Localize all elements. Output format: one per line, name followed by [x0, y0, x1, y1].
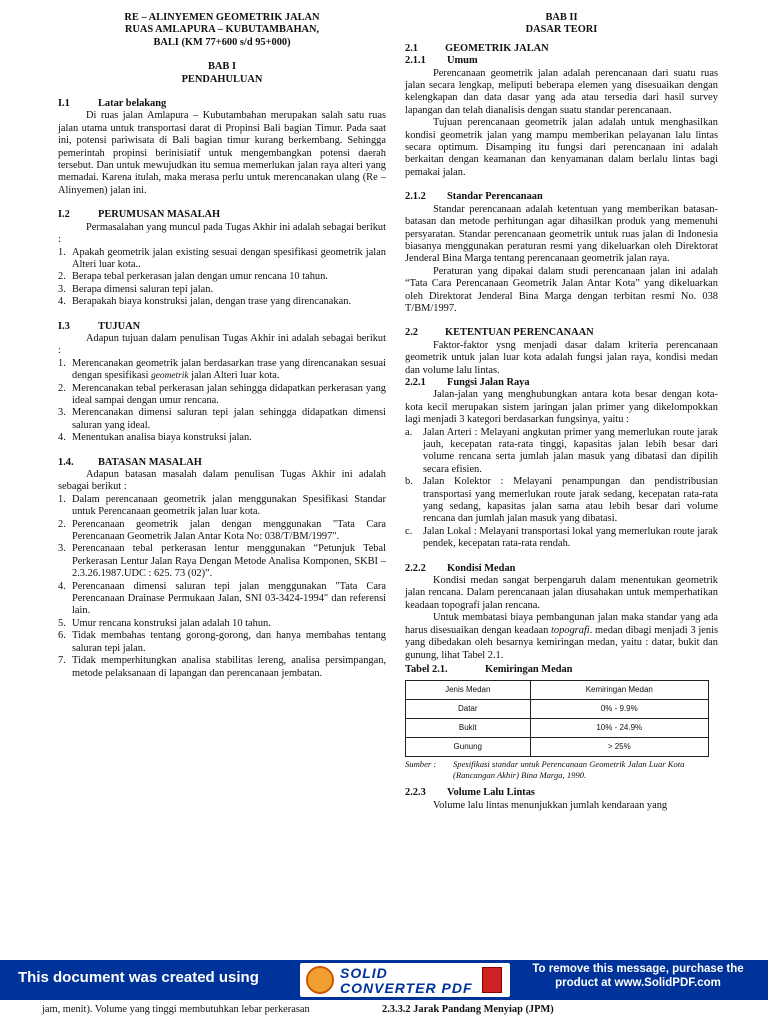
- paragraph: Tujuan perencanaan geometrik jalan adalah untuk menghasilkan kondisi geometrik jalan yang mampu memberikan pelayanan lalu lintas secara optimum. Disamping itu fungsi dari perencanaan ini adalah berkaitan dengan keamanan dan kenyamanan dalam berlalu lintas bagi pemakai jalan.: [405, 117, 718, 178]
- next-page-right-heading: 2.3.3.2 Jarak Pandang Menyiap (JPM): [382, 1004, 554, 1015]
- table-cell: > 25%: [530, 738, 708, 757]
- solid-logo-icon: [306, 966, 334, 994]
- document-title-line-2: RUAS AMLAPURA – KUBUTAMBAHAN,: [124, 24, 320, 36]
- section-heading: 2.1 GEOMETRIK JALAN: [405, 42, 549, 54]
- left-column: [58, 12, 386, 680]
- list-item: 4. Perencanaan dimensi saluran tepi jalan menggunakan "Tata Cara Perencanaan Drainase Permukaan Jalan, SNI 03-3424-1994" dan referensi lain.: [58, 580, 386, 617]
- section-heading: I.2 PERUMUSAN MASALAH: [58, 209, 221, 221]
- table-row: [406, 719, 709, 738]
- document-title-line-1: RE – ALINYEMEN GEOMETRIK JALAN: [124, 12, 320, 23]
- paragraph: Standar perencanaan adalah ketentuan yang memberikan batasan-batasan dan metode perhitungan agar dihasilkan produk yang memenuhi persyaratan. Standar perencanaan geometrik untuk ruas jalan di Indonesia biasanya menggunakan peraturan resmi yang dikeluarkan oleh Direktorat Jenderal Bina Marga tentang perencanaan geometrik jalan raya.: [405, 203, 718, 265]
- purchase-link: product at www.SolidPDF.com: [555, 977, 721, 989]
- logo-text-line-2: CONVERTER PDF: [340, 980, 473, 996]
- list-item: a. Jalan Arteri : Melayani angkutan primer yang memerlukan route jarak jauh, kecepatan rata-rata tinggi, kapasitas jalan lebih besar dari volume rencana serta jumlah jalan masuk yang dibatasi dan dipilih secara efisien.: [405, 426, 718, 475]
- table-cell: 10% - 24.9%: [530, 719, 708, 738]
- paragraph: Faktor-faktor ysng menjadi dasar dalam kriteria perencanaan geometrik untuk jalan luar kota adalah fungsi jalan raya, kondisi medan dan volume lalu lintas.: [405, 339, 718, 376]
- list-item: 1. Merencanakan geometrik jalan berdasarkan trase yang direncanakan sesuai dengan spesifikasi geometrik jalan Alteri luar kota.: [58, 357, 386, 382]
- subsection-heading: 2.1.2 Standar Perencanaan: [405, 191, 543, 203]
- list-item: 3. Merencanakan dimensi saluran tepi jalan sehingga didapatkan dimensi saluran yang ideal.: [58, 407, 386, 431]
- numbered-list: [58, 358, 386, 445]
- list-item: 3. Berapa dimensi saluran tepi jalan.: [58, 283, 214, 295]
- subsection-heading: 2.1.1 Umum: [405, 55, 478, 67]
- section-heading: 2.2 KETENTUAN PERENCANAAN: [405, 327, 594, 339]
- list-item: 5. Umur rencana konstruksi jalan adalah 10 tahun.: [58, 617, 271, 629]
- slope-table: [405, 680, 709, 757]
- list-item: 3. Perencanaan tebal perkerasan lentur menggunakan “Petunjuk Tebal Perkerasan Lentur Jalan Raya Dengan Metode Analisa Komponen, SKBI – 2.3.26.1987.UDC : 625. 73 (02)”.: [58, 543, 386, 580]
- list-item: 4. Menentukan analisa biaya konstruksi jalan.: [58, 432, 252, 444]
- table-header-cell: Kemiringan Medan: [530, 681, 708, 700]
- section-heading: 1.4. BATASAN MASALAH: [58, 456, 202, 468]
- section-heading: I.1 Latar belakang: [58, 98, 167, 110]
- list-item: 2. Perencanaan geometrik jalan dengan menggunakan "Tata Cara Perencanaan Geometrik Jalan Antar Kota No: 038/T/BM/1997".: [58, 518, 386, 543]
- right-column: [405, 12, 718, 812]
- banner-text: This document was created using: [18, 969, 259, 986]
- paragraph: Perencanaan geometrik jalan adalah perencanaan dari suatu ruas jalan secara lengkap, meliputi beberapa elemen yang disesuaikan dengan kelengkapan dan data dasar yang ada atau tersedia dari hasil survey lapangan dan telah dianalisis dengan suatu standar perencanaan.: [405, 67, 718, 116]
- chapter-1-title: PENDAHULUAN: [181, 73, 263, 85]
- list-item: 1. Apakah geometrik jalan existing sesuai dengan spesifikasi geometrik jalan Alteri luar kota..: [58, 246, 386, 270]
- list-item: 6. Tidak membahas tentang gorong-gorong, dan hanya membahas tentang saluran tepi jalan.: [58, 630, 386, 654]
- table-cell: 0% - 9.9%: [530, 700, 708, 719]
- paragraph: Adapun batasan masalah dalam penulisan Tugas Akhir ini adalah sebagai berikut :: [58, 469, 386, 493]
- table-cell: Bukit: [406, 719, 531, 738]
- list-item: b. Jalan Kolektor : Melayani penampungan dan pendistribusian transportasi yang memerlukan route jarak sedang, kecepatan rata-rata yang sedang, kapasitas jalan sama atau lebih besar dari volume rencana dan jumlah jalan masuk yang dibatasi.: [405, 476, 718, 525]
- document-title-line-3: BALI (KM 77+600 s/d 95+000): [153, 36, 291, 48]
- chapter-2-title: DASAR TEORI: [525, 24, 598, 36]
- purchase-line-1: To remove this message, purchase the: [532, 963, 744, 975]
- subsection-heading: 2.2.2 Kondisi Medan: [405, 562, 516, 574]
- list-item: 2. Berapa tebal perkerasan jalan dengan umur rencana 10 tahun.: [58, 271, 328, 283]
- paragraph: Jalan-jalan yang menghubungkan antara kota besar dengan kota-kota kecil merupakan sistem jaringan jalan primer yang dikelompokkan lagi menjadi 3 kategori berdasarkan fungsinya, yaitu :: [405, 389, 718, 426]
- list-item: 7. Tidak memperhitungkan analisa stabilitas lereng, analisa persimpangan, metode pelaksanaan di lapangan dan perencanaan jembatan.: [58, 655, 386, 679]
- paragraph: Adapun tujuan dalam penulisan Tugas Akhir ini adalah sebagai berikut :: [58, 332, 386, 357]
- list-item: c. Jalan Lokal : Melayani transportasi lokal yang memerlukan route jarak pendek, kecepatan rata-rata rendah.: [405, 525, 718, 550]
- table-caption: Tabel 2.1. Kemiringan Medan: [405, 663, 573, 675]
- paragraph: Peraturan yang dipakai dalam studi perencanaan jalan ini adalah “Tata Cara Perencanaan Geometrik Jalan Antar Kota” yang dikeluarkan oleh Direktorat Jenderal Bina Marga dengan terbitan resmi No. 038 T/BM/1997.: [405, 265, 718, 314]
- purchase-message[interactable]: [518, 962, 758, 990]
- logo-text-line-1: SOLID: [340, 965, 388, 981]
- paragraph: Volume lalu lintas menunjukkan jumlah kendaraan yang: [433, 799, 668, 811]
- chapter-1-label: BAB I: [207, 61, 236, 73]
- lettered-list: [405, 427, 718, 551]
- solid-converter-logo[interactable]: [300, 963, 510, 997]
- numbered-list: [58, 494, 386, 680]
- table-source: Sumber : Spesifikasi standar untuk Perencanaan Geometrik Jalan Luar Kota (Rancangan Akhir) Bina Marga, 1990.: [405, 759, 685, 781]
- paragraph: Kondisi medan sangat berpengaruh dalam menentukan geometrik jalan rencana. Dalam perencanaan jalan diusahakan untuk memperhatikan keadaan topografi jalan rencana.: [405, 575, 718, 611]
- list-item: 1. Dalam perencanaan geometrik jalan menggunakan Spesifikasi Standar untuk Perencanaan geometrik jalan luar kota.: [58, 493, 386, 518]
- pdf-icon: [482, 967, 502, 993]
- list-item: 2. Merencanakan tebal perkerasan jalan sehingga didapatkan perkerasan yang ideal sampai dengan umur rencana.: [58, 382, 386, 406]
- table-header-cell: Jenis Medan: [406, 681, 531, 700]
- subsection-heading: 2.2.1 Fungsi Jalan Raya: [405, 376, 530, 388]
- watermark-banner: [0, 960, 768, 1000]
- chapter-2-label: BAB II: [545, 12, 578, 23]
- paragraph: Untuk membatasi biaya pembangunan jalan maka standar yang ada harus disesuaikan dengan keadaan topografi. medan dibagi menjadi 3 jenis yang dibedakan oleh besarnya kemiringan medan, yaitu : datar, bukit dan gunung, lihat Tabel 2.1.: [405, 612, 718, 661]
- section-heading: I.3 TUJUAN: [58, 320, 141, 332]
- table-row: [406, 700, 709, 719]
- next-page-left-text: jam, menit). Volume yang tinggi membutuhkan lebar perkerasan: [42, 1004, 310, 1015]
- paragraph: Permasalahan yang muncul pada Tugas Akhir ini adalah sebagai berikut :: [58, 221, 386, 246]
- numbered-list: [58, 247, 386, 309]
- table-row: [406, 738, 709, 757]
- list-item: 4. Berapakah biaya konstruksi jalan, dengan trase yang direncanakan.: [58, 296, 351, 308]
- table-header-row: [406, 681, 709, 700]
- table-cell: Datar: [406, 700, 531, 719]
- table-cell: Gunung: [406, 738, 531, 757]
- subsection-heading: 2.2.3 Volume Lalu Lintas: [405, 787, 535, 799]
- paragraph: Di ruas jalan Amlapura – Kubutambahan merupakan salah satu ruas jalan utama untuk transportasi darat di Propinsi Bali bagian Timur. Pada saat ini, potensi pariwisata di Bali bagian timur kurang berkembang. Sehingga pemerintah propinsi berinisiatif untuk mengembangkan potensi daerah tersebut. Dan untuk mewujudkan itu semua memerlukan jalan raya alteri yang memadai. Karena itulah, maka merasa perlu untuk merencanakan ulang (Re – Alinyemen) jalan ini.: [58, 110, 386, 196]
